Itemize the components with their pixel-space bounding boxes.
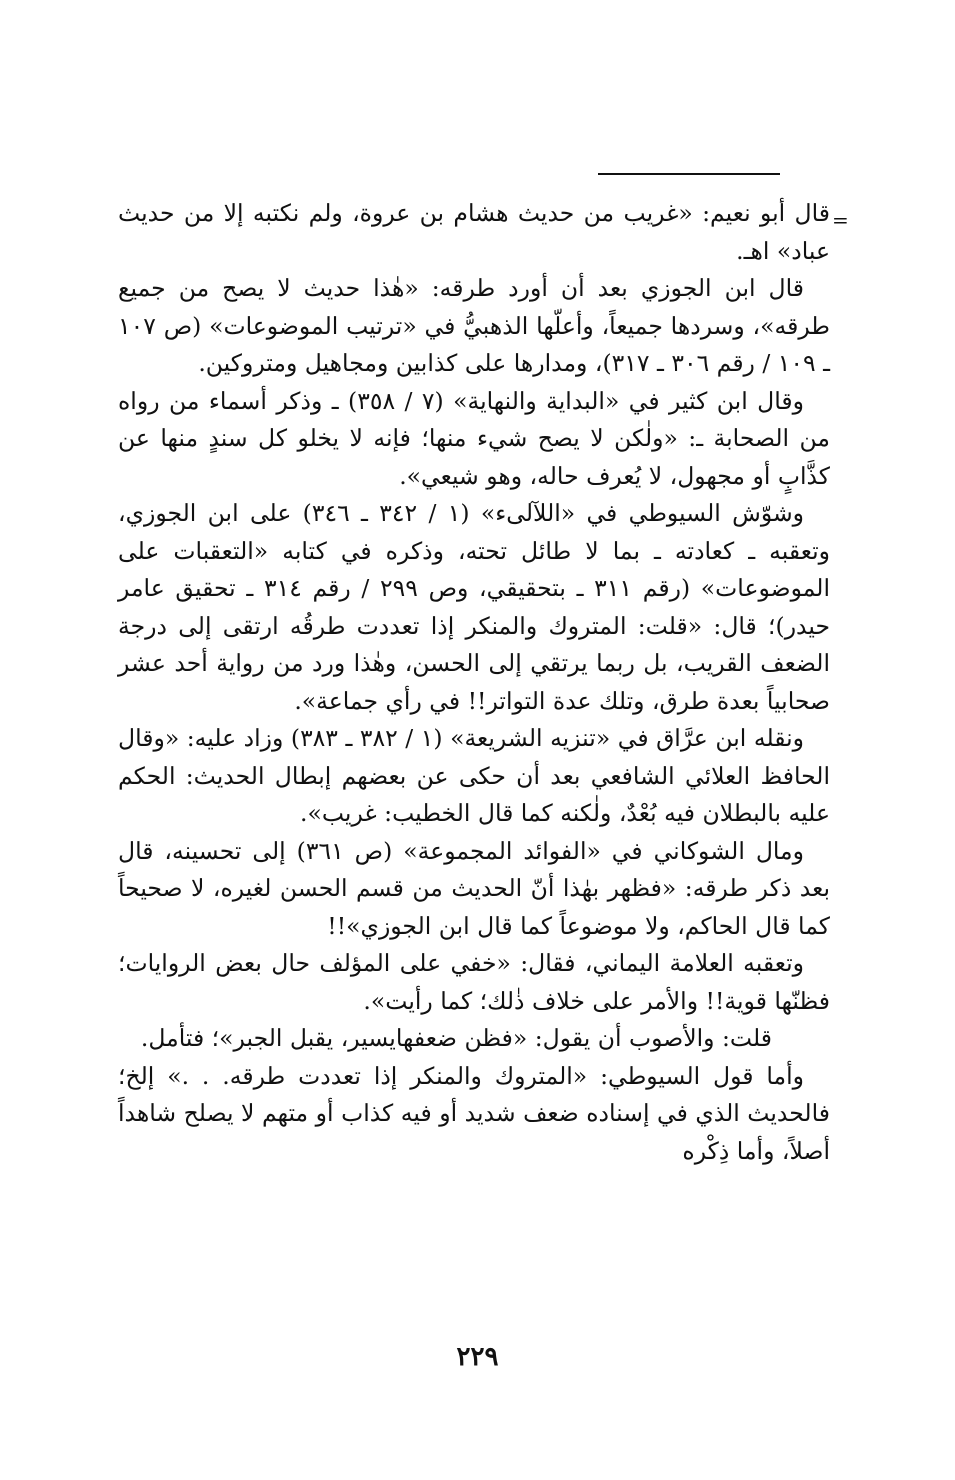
continuation-marker: = xyxy=(832,208,849,232)
paragraph-yamani: وتعقبه العلامة اليماني، فقال: «خفي على المؤلف حال بعض الروايات؛ فظنّها قوية!! والأمر على خلاف ذٰلك؛ كما رأيت». xyxy=(118,949,830,1015)
footnote-separator-rule xyxy=(598,173,780,175)
paragraph-author-note: قلت: والأصوب أن يقول: «فظن ضعفهايسير، يقبل الجبر»؛ فتأمل. xyxy=(140,1024,772,1052)
paragraph-suyuti: وشوّش السيوطي في «اللآلىء» (١ / ٣٤٢ ـ ٣٤٦) على ابن الجوزي، وتعقبه ـ كعادته ـ بما لا طائل تحته، وذكره في كتابه «التعقبات على الموضوعات» (رقم ٣١١ ـ بتحقيقي، وص ٢٩٩ / رقم ٣١٤ ـ تحقيق عامر حيدر)؛ قال: «قلت: المتروك والمنكر إذا تعددت طرقُه ارتقى إلى درجة الضعف القريب، بل ربما يرتقي إلى الحسن، وهٰذا ورد من رواية أحد عشر صحابياً بعدة طرق، وتلك عدة التواتر!! في رأي جماعة». xyxy=(118,499,830,715)
footnote-text-block xyxy=(118,195,830,1170)
paragraph-ibn-al-jawzi: قال ابن الجوزي بعد أن أورد طرقه: «هٰذا حديث لا يصح من جميع طرقه»، وسردها جميعاً، وأعلّها الذهبيُّ في «ترتيب الموضوعات» (ص ١٠٧ ـ ١٠٩ / رقم ٣٠٦ ـ ٣١٧)، ومدارها على كذابين ومجاهيل ومتروكين. xyxy=(118,274,830,377)
paragraph-suyuti-rebuttal: وأما قول السيوطي: «المتروك والمنكر إذا تعددت طرقه. . .» إلخ؛ فالحديث الذي في إسناده ضعف شديد أو فيه كذاب أو متهم لا يصلح شاهداً أصلاً، وأما ذِكْره xyxy=(118,1061,830,1165)
page-number: ٢٢٩ xyxy=(456,1342,499,1372)
paragraph-abu-nuaym: قال أبو نعيم: «غريب من حديث هشام بن عروة، ولم نكتبه إلا من حديث عباد» اهـ. xyxy=(118,199,830,265)
paragraph-ibn-arraq: ونقله ابن عرَّاق في «تنزيه الشريعة» (١ / ٣٨٢ ـ ٣٨٣) وزاد عليه: «وقال الحافظ العلائي الشافعي بعد أن حكى عن بعضهم إبطال الحديث: الحكم عليه بالبطلان فيه بُعْدٌ، ولٰكنه كما قال الخطيب: غريب». xyxy=(118,724,830,827)
paragraph-shawkani: ومال الشوكاني في «الفوائد المجموعة» (ص ٣٦١) إلى تحسينه، قال بعد ذكر طرقه: «فظهر بهٰذا أنّ الحديث من قسم الحسن لغيره، لا صحيحاً كما قال الحاكم، ولا موضوعاً كما قال ابن الجوزي»!! xyxy=(118,836,830,940)
paragraph-ibn-kathir: وقال ابن كثير في «البداية والنهاية» (٧ / ٣٥٨) ـ وذكر أسماء من رواه من الصحابة ـ: «ولٰكن لا يصح شيء منها؛ فإنه لا يخلو كل سندٍ منها عن كذَّابٍ أو مجهول، لا يُعرف حاله، وهو شيعي». xyxy=(118,386,830,490)
